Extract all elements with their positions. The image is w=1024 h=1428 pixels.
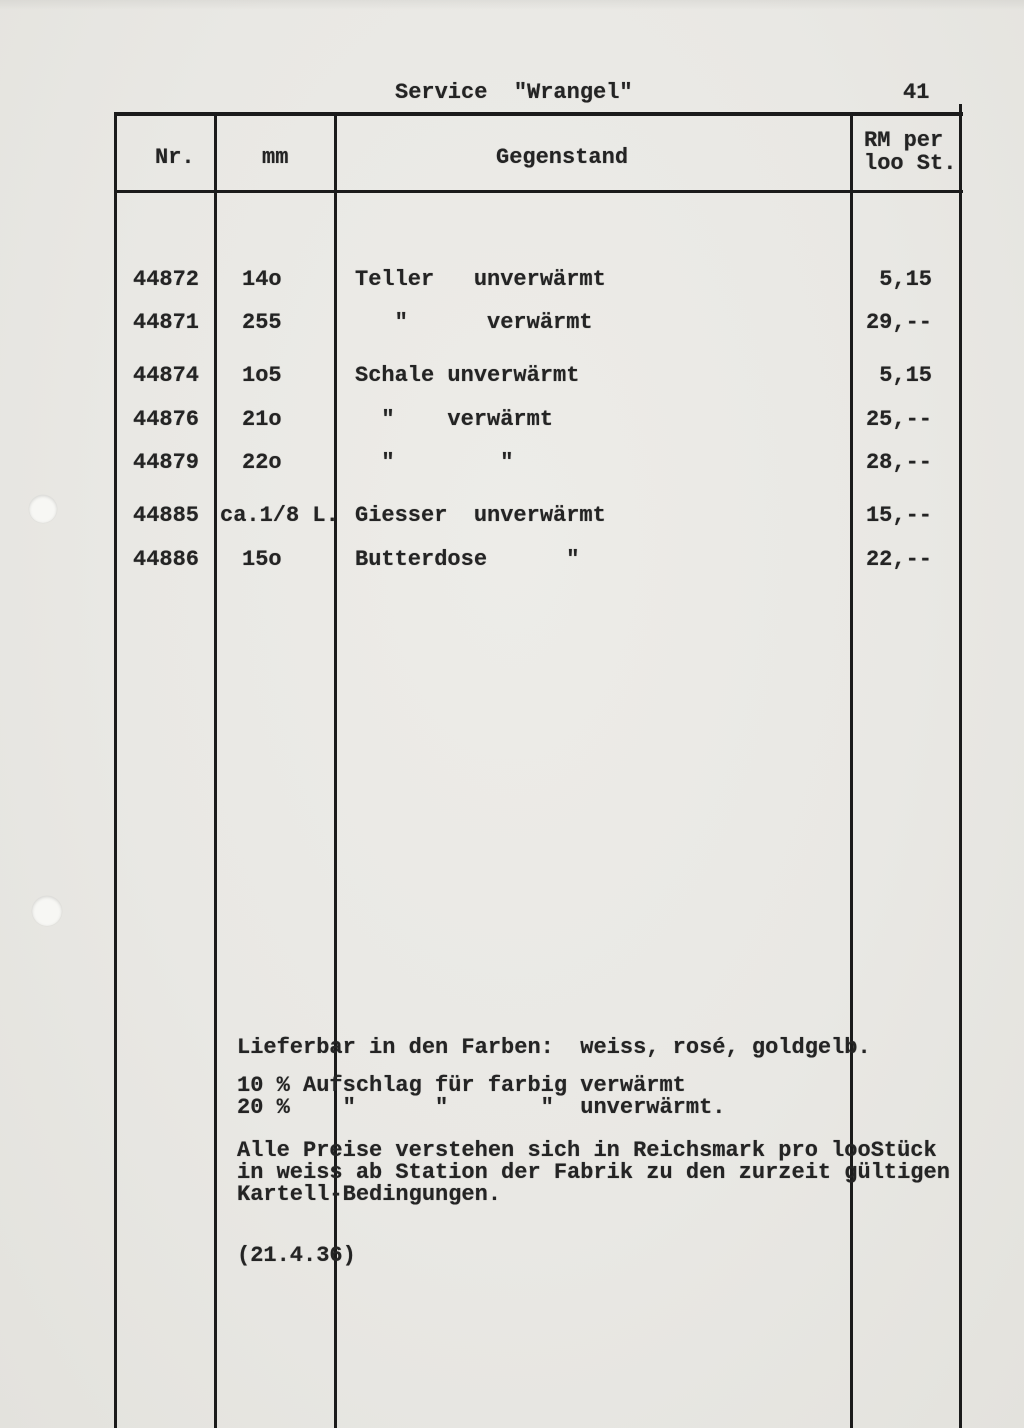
row-price: 25,--: [865, 407, 932, 432]
row-object: Butterdose ": [355, 547, 580, 572]
row-mm: ca.1/8 L.: [220, 503, 339, 528]
row-mm: 15o: [242, 547, 282, 572]
table-row: [0, 409, 1024, 431]
row-object: " verwärmt: [355, 310, 593, 335]
table-row: [0, 269, 1024, 291]
row-nr: 44885: [133, 503, 200, 528]
row-object: " verwärmt: [355, 407, 554, 432]
note-surcharge-20: 20 % " " " unverwärmt.: [237, 1095, 726, 1120]
note-terms-line1: Alle Preise verstehen sich in Reichsmark pro looStück: [237, 1138, 937, 1163]
row-object: Schale unverwärmt: [355, 363, 580, 388]
row-price: 15,--: [865, 503, 932, 528]
punch-hole-bottom: [32, 896, 62, 926]
table-row: [0, 312, 1024, 334]
column-header-price-line1: RM per: [864, 128, 944, 153]
row-nr: 44872: [133, 267, 200, 292]
row-price: 28,--: [865, 450, 932, 475]
note-terms-line3: Kartell-Bedingungen.: [237, 1182, 502, 1207]
column-header-gegenstand: Gegenstand: [496, 145, 629, 170]
table-border-left: [114, 112, 117, 1428]
column-divider-nr-mm: [214, 112, 217, 1428]
row-nr: 44876: [133, 407, 200, 432]
row-mm: 21o: [242, 407, 282, 432]
page-title: Service "Wrangel": [395, 80, 633, 105]
table-border-right: [959, 112, 962, 1428]
row-object: Giesser unverwärmt: [355, 503, 606, 528]
table-header-underline: [114, 190, 963, 193]
column-divider-gegenstand-price: [850, 112, 853, 1428]
table-row: [0, 549, 1024, 571]
row-nr: 44874: [133, 363, 200, 388]
column-header-nr: Nr.: [155, 145, 195, 170]
row-nr: 44886: [133, 547, 200, 572]
note-terms-line2: in weiss ab Station der Fabrik zu den zurzeit gültigen: [237, 1160, 950, 1185]
row-price: 29,--: [865, 310, 932, 335]
page-number: 41: [903, 80, 930, 105]
column-header-mm: mm: [262, 145, 289, 170]
row-nr: 44879: [133, 450, 200, 475]
row-price: 5,15: [879, 267, 932, 292]
table-row: [0, 505, 1024, 527]
note-surcharge-10: 10 % Aufschlag für farbig verwärmt: [237, 1073, 686, 1098]
row-object: Teller unverwärmt: [355, 267, 606, 292]
row-mm: 22o: [242, 450, 282, 475]
note-date: (21.4.36): [237, 1243, 356, 1268]
column-header-price-line2: loo St.: [864, 151, 957, 176]
table-row: [0, 452, 1024, 474]
row-mm: 14o: [242, 267, 282, 292]
table-row: [0, 365, 1024, 387]
row-mm: 1o5: [242, 363, 282, 388]
column-divider-mm-gegenstand: [334, 112, 337, 1428]
row-price: 22,--: [865, 547, 932, 572]
table-top-border: [114, 112, 963, 116]
row-price: 5,15: [879, 363, 932, 388]
note-colors: Lieferbar in den Farben: weiss, rosé, goldgelb.: [237, 1035, 871, 1060]
table-border-right-overrun: [959, 104, 962, 112]
row-mm: 255: [242, 310, 282, 335]
row-nr: 44871: [133, 310, 200, 335]
row-object: " ": [355, 450, 514, 475]
